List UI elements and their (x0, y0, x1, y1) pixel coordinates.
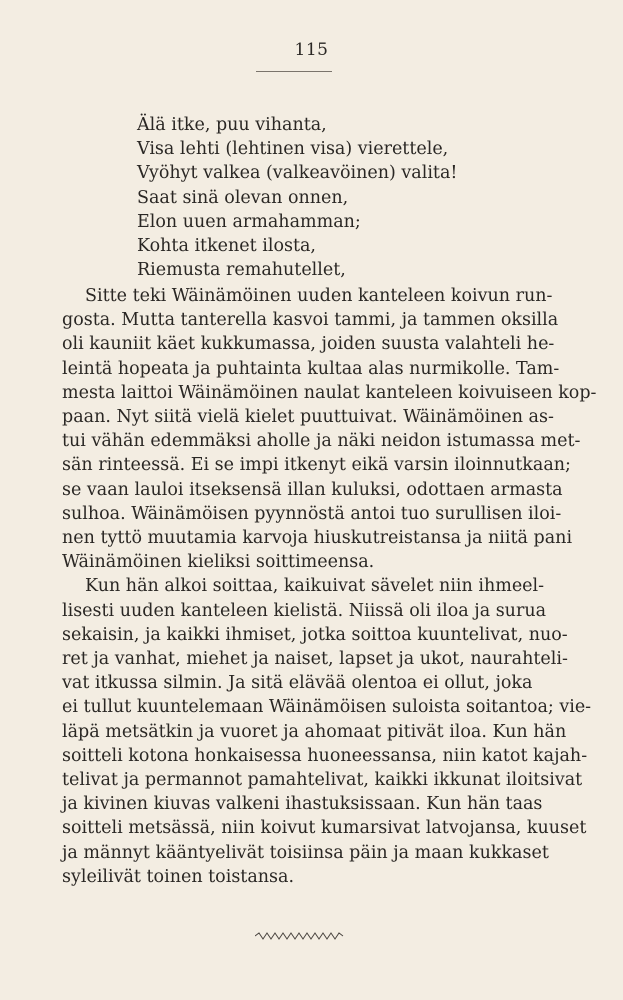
wavy-ornament (255, 930, 347, 942)
text-line: nen tyttö muutamia karvoja hiuskutreistansa ja niitä pani (62, 528, 573, 549)
text-line: soitteli metsässä, niin koivut kumarsivat latvojansa, kuuset (62, 818, 587, 839)
text-line: gosta. Mutta tanterella kasvoi tammi, ja tammen oksilla (62, 310, 559, 331)
poem-line: Vyöhyt valkea (valkeavöinen) valita! (137, 163, 458, 184)
text-line: telivat ja permannot pamahtelivat, kaikki ikkunat iloitsivat (62, 770, 583, 791)
paragraph-1 (62, 284, 597, 574)
text-line: vat itkussa silmin. Ja sitä elävää olentoa ei ollut, joka (62, 673, 533, 694)
header-rule (256, 71, 332, 72)
poem-line: Elon uuen armahamman; (137, 211, 361, 232)
text-line: oli kauniit käet kukkumassa, joiden suusta valahteli he- (62, 334, 555, 355)
text-line: Kun hän alkoi soittaa, kaikuivat sävelet niin ihmeel- (85, 576, 545, 597)
poem-line: Riemusta remahutellet, (137, 260, 346, 281)
prose-body (62, 284, 597, 889)
text-line: se vaan lauloi itseksensä illan kuluksi, odottaen armasta (62, 479, 563, 500)
text-line: tui vähän edemmäksi aholle ja näki neidon istumassa met- (62, 431, 581, 452)
text-line: leintä hopeata ja puhtainta kultaa alas nurmikolle. Tam- (62, 358, 560, 379)
text-line: syleilivät toinen toistansa. (62, 866, 295, 887)
text-line: ja männyt kääntyelivät toisiinsa päin ja maan kukkaset (62, 842, 549, 863)
poem-line: Kohta itkenet ilosta, (137, 236, 316, 257)
text-line: ei tullut kuuntelemaan Wäinämöisen suloista soitantoa; vie- (62, 697, 592, 718)
text-line: soitteli kotona honkaisessa huoneessansa, niin katot kajah- (62, 745, 588, 766)
text-line: ja kivinen kiuvas valkeni ihastuksissaan. Kun hän taas (62, 794, 543, 815)
text-line: läpä metsätkin ja vuoret ja ahomaat pitivät iloa. Kun hän (62, 721, 567, 742)
text-line: ret ja vanhat, miehet ja naiset, lapset ja ukot, naurahteli- (62, 649, 568, 670)
text-line: mesta laittoi Wäinämöinen naulat kanteleen koivuiseen kop- (62, 382, 597, 403)
poem-line: Saat sinä olevan onnen, (137, 187, 349, 208)
text-line: sän rinteessä. Ei se impi itkenyt eikä varsin iloinnutkaan; (62, 455, 571, 476)
paragraph-2 (62, 574, 592, 889)
text-line: sekaisin, ja kaikki ihmiset, jotka soittoa kuuntelivat, nuo- (62, 624, 568, 645)
text-line: paan. Nyt siitä vielä kielet puuttuivat. Wäinämöinen as- (62, 407, 554, 428)
text-line: Wäinämöinen kieliksi soittimeensa. (62, 552, 375, 573)
poem-line: Visa lehti (lehtinen visa) vierettele, (137, 139, 449, 160)
text-line: lisesti uuden kanteleen kielistä. Niissä oli iloa ja surua (62, 600, 547, 621)
text-line: Sitte teki Wäinämöinen uuden kanteleen koivun run- (85, 286, 553, 306)
poem-line: Älä itke, puu vihanta, (137, 115, 327, 135)
poem-stanza (137, 113, 457, 282)
text-line: sulhoa. Wäinämöisen pyynnöstä antoi tuo surullisen iloi- (62, 503, 562, 524)
page-number: 115 (294, 40, 329, 60)
